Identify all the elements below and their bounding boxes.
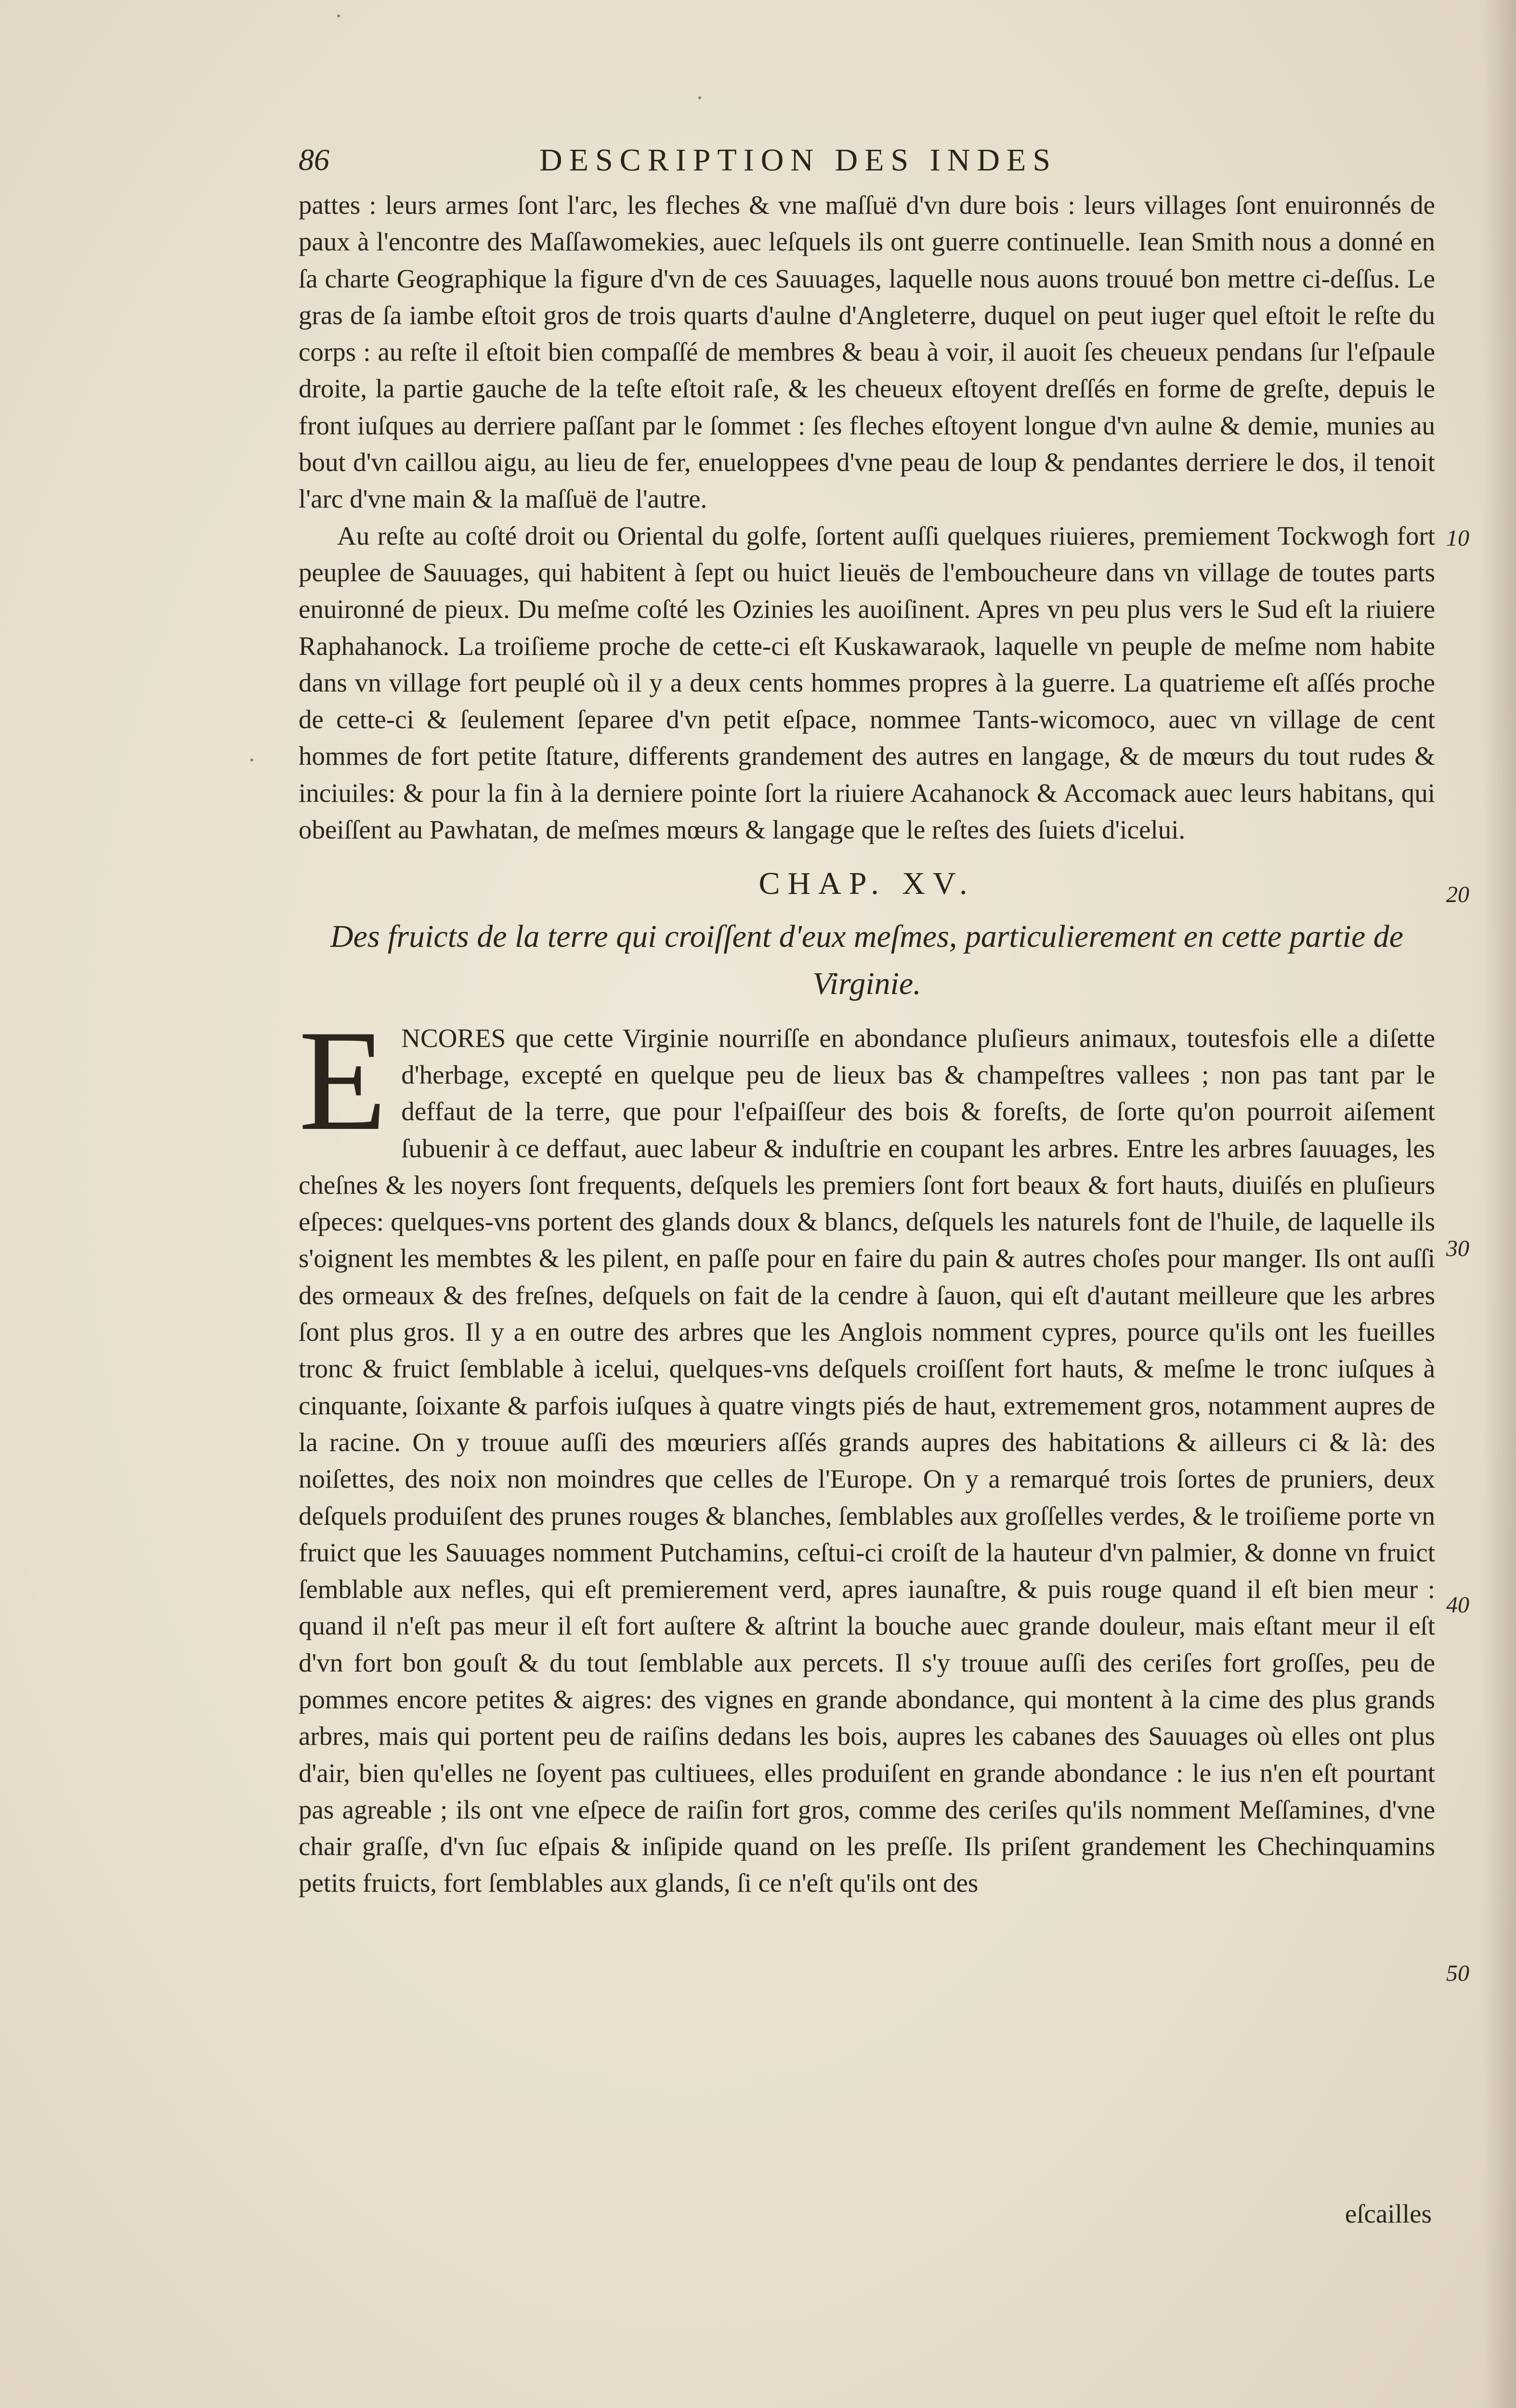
paragraph-3: NCORES que cette Virginie nourriſſe en abondance pluſieurs animaux, toutesfois elle a diſette d'herbage, excepté en quelque peu de lieux bas & champeſtres vallees ; non pas tant par le deffaut de la terre, que pour l'eſpaiſſeur des bois & foreſts, de ſorte qu'on pourroit aiſement ſubuenir à ce deffaut, auec labeur & induſtrie en coupant les arbres. Entre les arbres ſauuages, les cheſnes & les noyers ſont frequents, deſquels les premiers ſont fort beaux & fort hauts, diuiſés en pluſieurs eſpeces: quelques-vns portent des glands doux & blancs, deſquels les naturels font de l'huile, de laquelle ils s'oignent les membtes & les pilent, en paſſe pour en faire du pain & autres choſes pour manger. Ils ont auſſi des ormeaux & des freſnes, deſquels on fait de la cendre à ſauon, qui eſt d'autant meilleure que les arbres ſont plus gros. Il y a en outre des arbres que les Anglois nomment cypres, pource qu'ils ont les fueilles tronc & fruict ſemblable à icelui, quelques-vns deſquels croiſſent fort hauts, & meſme le tronc iuſques à cinquante, ſoixante & parfois iuſques à quatre vingts piés de haut, extremement gros, notamment aupres de la racine. On y trouue auſſi des mœuriers aſſés grands aupres des habitations & ailleurs ci & là: des noiſettes, des noix non moindres que celles de l'Europe. On y a remarqué trois ſortes de pruniers, deux deſquels produiſent des prunes rouges & blanches, ſemblables aux groſſelles verdes, & le troiſieme porte vn fruict que les Sauuages nomment Putchamins, ceſtui-ci croiſt de la hauteur d'vn palmier, & donne vn fruict ſemblable aux nefles, qui eſt premierement verd, apres iaunaſtre, & puis rouge quand il eſt bien meur : quand il n'eſt pas meur il eſt fort auſtere & aſtrint la bouche auec grande douleur, mais eſtant meur il eſt d'vn fort bon gouſt & du tout ſemblable aux percets. Il s'y trouue auſſi des ceriſes fort groſſes, peu de pommes encore petites & aigres: des vignes en grande abondance, qui montent à la cime des plus grands arbres, mais qui portent peu de raiſins dedans les bois, aupres les cabanes des Sauuages où elles ont plus d'air, bien qu'elles ne ſoyent pas cultiuees, elles produiſent en grande abondance : le ius n'en eſt pourtant pas agreable ; ils ont vne eſpece de raiſin fort gros, comme des ceriſes qu'ils nomment Meſſamines, d'vne chair graſſe, d'vn ſuc eſpais & inſipide quand on les preſſe. Ils priſent grandement les Chechinquamins petits fruicts, fort ſemblables aux glands, ſi ce n'eſt qu'ils ont des xyxy=(299,1023,1435,1898)
paper-blemish xyxy=(337,14,340,17)
paragraph-3-wrapper xyxy=(299,1000,1435,1902)
line-number-10: 10 xyxy=(1446,525,1469,551)
line-number-50: 50 xyxy=(1446,1961,1469,1986)
line-number-40: 40 xyxy=(1446,1592,1469,1618)
chapter-subtitle: Des fruicts de la terre qui croiſſent d'eux meſmes, particulierement en cette partie de Virginie. xyxy=(330,918,1404,1001)
running-title: DESCRIPTION DES INDES xyxy=(539,143,1058,178)
drop-cap-letter: E xyxy=(299,1000,387,1160)
paper-blemish xyxy=(250,759,253,761)
chapter-heading: CHAP. XV. xyxy=(758,866,975,902)
main-text xyxy=(299,187,1435,1902)
page-number: 86 xyxy=(299,143,329,177)
paragraph-2: Au reſte au coſté droit ou Oriental du golfe, ſortent auſſi quelques riuieres, premiement Tockwogh fort peuplee de Sauuages, qui habitent à ſept ou huict lieuës de l'emboucheure dans vn village de toutes parts enuironné de pieux. Du meſme coſté les Ozinies les auoiſinent. Apres vn peu plus vers le Sud eſt la riuiere Raphahanock. La troiſieme proche de cette-ci eſt Kuskawaraok, laquelle vn peuple de meſme nom habite dans vn village fort peuplé où il y a deux cents hommes propres à la guerre. La quatrieme eſt aſſés proche de cette-ci & ſeulement ſeparee d'vn petit eſpace, nommee Tants-wicomoco, auec vn village de cent hommes de fort petite ſtature, differents grandement des autres en langage, & de mœurs du tout rudes & inciuiles: & pour la fin à la derniere pointe ſort la riuiere Acahanock & Accomack auec leurs habitans, qui obeiſſent au Pawhatan, de meſmes mœurs & langage que le reſtes des ſuiets d'icelui. xyxy=(299,521,1435,845)
catchword: eſcailles xyxy=(1345,2199,1432,2228)
paper-blemish xyxy=(698,96,701,99)
paragraph-1: pattes : leurs armes ſont l'arc, les fleches & vne maſſuë d'vn dure bois : leurs villages ſont enuironnés de paux à l'encontre des Maſſawomekies, auec leſquels ils ont guerre continuelle. Iean Smith nous a donné en ſa charte Geographique la figure d'vn de ces Sauuages, laquelle nous auons trouué bon mettre ci-deſſus. Le gras de ſa iambe eſtoit gros de trois quarts d'aulne d'Angleterre, duquel on peut iuger quel eſtoit le reſte du corps : au reſte il eſtoit bien compaſſé de membres & beau à voir, il auoit ſes cheueux pendans ſur l'eſpaule droite, la partie gauche de la teſte eſtoit raſe, & les cheueux eſtoyent dreſſés en forme de greſte, depuis le front iuſques au derriere paſſant par le ſommet : ſes fleches eſtoyent longue d'vn aulne & demie, munies au bout d'vn caillou aigu, au lieu de fer, enueloppees d'vne peau de loup & pendantes derriere le dos, il tenoit l'arc d'vne main & la maſſuë de l'autre. xyxy=(299,190,1435,514)
line-number-20: 20 xyxy=(1446,882,1469,907)
line-number-30: 30 xyxy=(1446,1236,1469,1261)
page-header xyxy=(299,142,1214,185)
